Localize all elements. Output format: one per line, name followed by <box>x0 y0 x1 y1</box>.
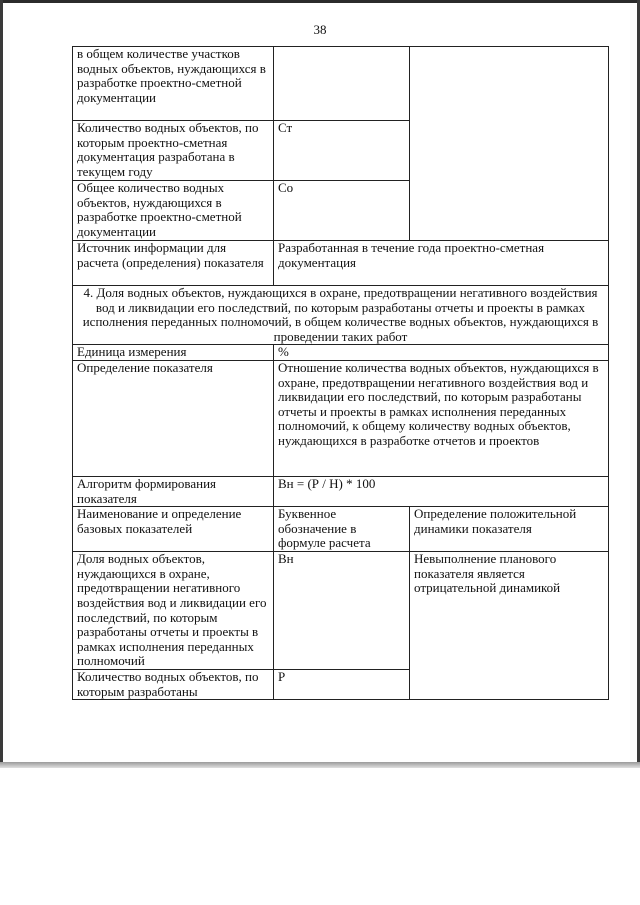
table-row <box>73 360 609 476</box>
co-label: Общее количество водных объектов, нуждающихся в разработке проектно-сметной документации <box>73 181 274 241</box>
source-label: Источник информации для расчета (определения) показателя <box>73 241 274 286</box>
header-name: Наименование и определение базовых показателей <box>73 507 274 552</box>
definition-label: Определение показателя <box>73 360 274 476</box>
unit-label: Единица измерения <box>73 345 274 361</box>
ct-symbol: Ст <box>274 121 410 181</box>
scan-edge-top <box>0 0 640 3</box>
vn-dynamics: Невыполнение планового показателя является отрицательной динамикой <box>410 552 609 700</box>
vn-label: Доля водных объектов, нуждающихся в охране, предотвращении негативного воздействия вод и ликвидации его последствий, по которым разработаны отчеты и проекты в рамках исполнения переданных полномочий <box>73 552 274 670</box>
indicator-table <box>72 46 609 700</box>
header-dynamics: Определение положительной динамики показателя <box>410 507 609 552</box>
p-label: Количество водных объектов, по которым разработаны <box>73 670 274 700</box>
p-symbol: Р <box>274 670 410 700</box>
definition-value: Отношение количества водных объектов, нуждающихся в охране, предотвращении негативного воздействия вод и ликвидации его последствий, по которым разработаны отчеты и проекты в рамках исполнения переданных полномочий, к общему количеству водных объектов, нуждающихся в разработке отчетов и проектов <box>274 360 609 476</box>
below-page-area <box>0 768 640 905</box>
table-row <box>73 241 609 286</box>
table-row <box>73 286 609 345</box>
cont-dynamics <box>410 47 609 241</box>
vn-symbol: Вн <box>274 552 410 670</box>
cont-symbol <box>274 47 410 121</box>
page-number: 38 <box>313 22 327 37</box>
cont-label: в общем количестве участков водных объектов, нуждающихся в разработке проектно-сметной документации <box>73 47 274 121</box>
header-symbol: Буквенное обозначение в формуле расчета <box>274 507 410 552</box>
table-row <box>73 552 609 670</box>
algorithm-label: Алгоритм формирования показателя <box>73 476 274 506</box>
co-symbol: Со <box>274 181 410 241</box>
table-header-row <box>73 507 609 552</box>
algorithm-value: Вн = (Р / Н) * 100 <box>274 476 609 506</box>
source-value: Разработанная в течение года проектно-сметная документация <box>274 241 609 286</box>
table-row <box>73 47 609 121</box>
table-row <box>73 476 609 506</box>
scan-edge-left <box>0 0 3 768</box>
unit-value: % <box>274 345 609 361</box>
table-row <box>73 345 609 361</box>
ct-label: Количество водных объектов, по которым проектно-сметная документация разработана в текущем году <box>73 121 274 181</box>
section-4-title: 4. Доля водных объектов, нуждающихся в охране, предотвращении негативного воздействия вод и ликвидации его последствий, по которым разработаны отчеты и проекты в рамках исполнения переданных полномочий, в общем количестве водных объектов, нуждающихся в проведении таких работ <box>73 286 609 345</box>
